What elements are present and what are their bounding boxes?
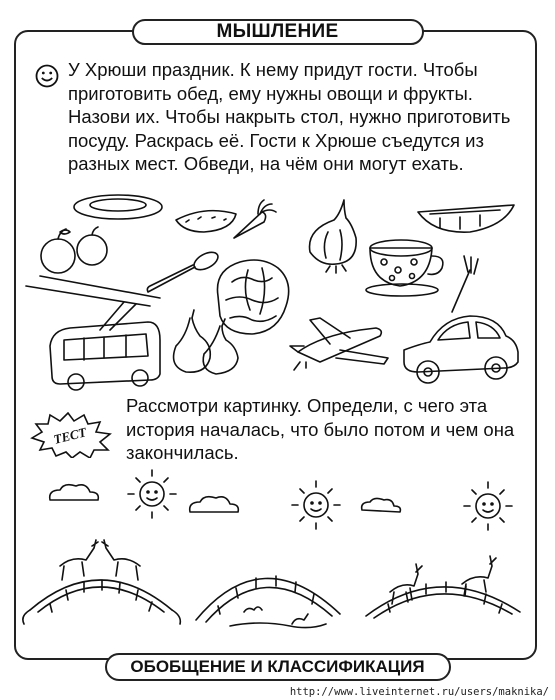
bridge-icon xyxy=(196,578,340,620)
section-footer-title: ОБОБЩЕНИЕ И КЛАССИФИКАЦИЯ xyxy=(105,653,451,681)
test-badge-label: ТЕСТ xyxy=(51,424,88,447)
sun-icon xyxy=(292,481,340,529)
cloud-icon xyxy=(190,497,239,512)
sun-icon xyxy=(128,470,176,518)
goat-head-icon xyxy=(292,614,308,624)
sun-icon xyxy=(464,482,512,530)
cloud-icon xyxy=(362,498,401,512)
panel-1 xyxy=(23,470,180,624)
task1-text: У Хрюши праздник. К нему придут гости. Чтобы приготовить обед, ему нужны овощи и фрукты. Назови их. Чтобы накрыть стол, нужно приготовить посуду. Раскрась её. Гости к Хрюше съедутся из разных мест. Обведи, на чём они могут ехать. xyxy=(68,59,511,174)
goat-icon xyxy=(60,540,98,580)
goat-icon xyxy=(102,540,140,580)
cloud-icon xyxy=(50,485,99,500)
panel-3 xyxy=(366,482,520,618)
page-title: МЫШЛЕНИЕ xyxy=(132,19,424,45)
goat-head-icon xyxy=(244,607,262,612)
water xyxy=(230,623,326,628)
task2-text: Рассмотри картинку. Определи, с чего эта история началась, что было потом и чем она закончилась. xyxy=(126,395,515,463)
panel-2 xyxy=(190,481,401,628)
source-url[interactable]: http://www.liveinternet.ru/users/maknika/ xyxy=(289,686,549,698)
